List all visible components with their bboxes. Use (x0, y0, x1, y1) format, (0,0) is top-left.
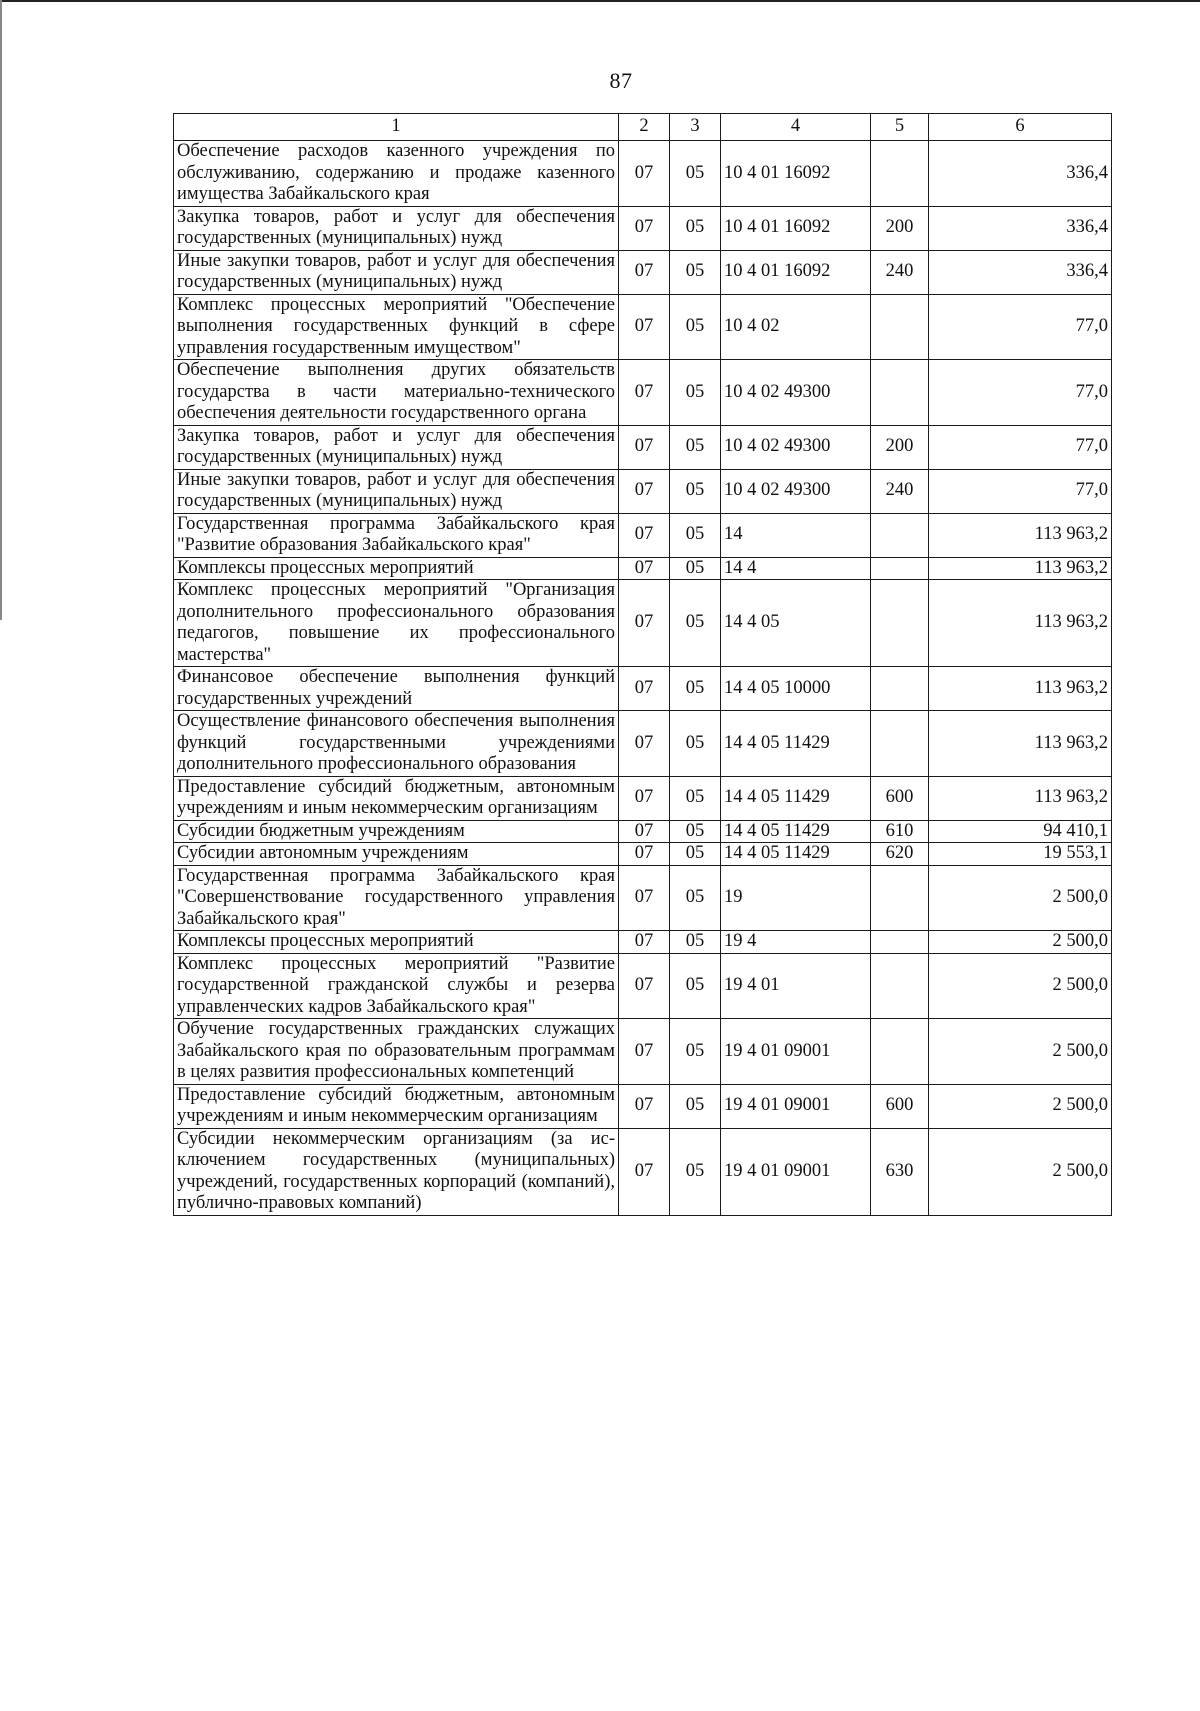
row-name-cell: Субсидии автономным учреждениям (174, 843, 619, 866)
header-col-2: 2 (619, 114, 670, 141)
table-row (174, 250, 1112, 294)
expense-type-code-cell (871, 711, 929, 777)
amount-cell: 2 500,0 (929, 953, 1112, 1019)
amount-cell: 336,4 (929, 141, 1112, 207)
expense-type-code-cell: 240 (871, 469, 929, 513)
section-code-cell: 07 (619, 360, 670, 426)
expense-type-code-cell: 600 (871, 776, 929, 820)
target-article-code-cell: 19 4 01 09001 (721, 1019, 871, 1085)
expense-type-code-cell (871, 294, 929, 360)
target-article-code-cell: 14 4 05 (721, 580, 871, 667)
amount-cell: 336,4 (929, 250, 1112, 294)
subsection-code-cell: 05 (670, 141, 721, 207)
target-article-code-cell: 10 4 02 (721, 294, 871, 360)
subsection-code-cell: 05 (670, 1084, 721, 1128)
table-row (174, 294, 1112, 360)
table-row (174, 557, 1112, 580)
subsection-code-cell: 05 (670, 667, 721, 711)
section-code-cell: 07 (619, 1128, 670, 1215)
row-name-cell: Иные закупки товаров, работ и услуг для обеспечения государственных (муниципальных) нужд (174, 469, 619, 513)
target-article-code-cell: 19 4 01 09001 (721, 1084, 871, 1128)
table-row (174, 425, 1112, 469)
row-name-cell: Финансовое обеспечение выполнения функций государственных учреждений (174, 667, 619, 711)
expense-type-code-cell: 240 (871, 250, 929, 294)
target-article-code-cell: 10 4 01 16092 (721, 206, 871, 250)
subsection-code-cell: 05 (670, 513, 721, 557)
amount-cell: 77,0 (929, 469, 1112, 513)
expense-type-code-cell (871, 1019, 929, 1085)
subsection-code-cell: 05 (670, 1128, 721, 1215)
subsection-code-cell: 05 (670, 425, 721, 469)
row-name-cell: Комплекс процессных мероприятий "Развитие государственной гражданской службы и резерва управленческих кадров Забайкальского края" (174, 953, 619, 1019)
expense-type-code-cell (871, 667, 929, 711)
expense-type-code-cell (871, 953, 929, 1019)
row-name-cell: Обучение государственных гражданских служащих Забайкальского края по образовательным программам в целях развития профессиональных компетенций (174, 1019, 619, 1085)
amount-cell: 77,0 (929, 294, 1112, 360)
row-name-cell: Предоставление субсидий бюджетным, автономным учреждениям и иным некоммерческим организациям (174, 776, 619, 820)
row-name-cell: Субсидии бюджетным учреждениям (174, 820, 619, 843)
row-name-cell: Субсидии некоммерческим организациям (за исключением государственных (муниципальных) учреждений, государственных корпораций (компаний), публично-правовых компаний) (174, 1128, 619, 1215)
section-code-cell: 07 (619, 425, 670, 469)
row-name-cell: Обеспечение выполнения других обязательств государства в части материально-технического обеспечения деятельности государственного органа (174, 360, 619, 426)
target-article-code-cell: 19 (721, 865, 871, 931)
amount-cell: 2 500,0 (929, 931, 1112, 954)
amount-cell: 77,0 (929, 425, 1112, 469)
subsection-code-cell: 05 (670, 776, 721, 820)
target-article-code-cell: 10 4 01 16092 (721, 141, 871, 207)
header-col-6: 6 (929, 114, 1112, 141)
expense-type-code-cell (871, 557, 929, 580)
table-row (174, 953, 1112, 1019)
subsection-code-cell: 05 (670, 931, 721, 954)
table-row (174, 820, 1112, 843)
section-code-cell: 07 (619, 469, 670, 513)
row-name-cell: Государственная программа Забайкальского края "Развитие образования Забайкальского края" (174, 513, 619, 557)
row-name-cell: Комплекс процессных мероприятий "Организация дополнительного профессионального образования педагогов, повышение их профессионального мастерства" (174, 580, 619, 667)
subsection-code-cell: 05 (670, 360, 721, 426)
table-row (174, 1128, 1112, 1215)
row-name-cell: Государственная программа Забайкальского края "Совершенствование государственного управления Забайкальского края" (174, 865, 619, 931)
section-code-cell: 07 (619, 931, 670, 954)
table-row (174, 667, 1112, 711)
table-row (174, 776, 1112, 820)
section-code-cell: 07 (619, 250, 670, 294)
target-article-code-cell: 14 (721, 513, 871, 557)
budget-table (173, 113, 1112, 1216)
subsection-code-cell: 05 (670, 865, 721, 931)
expense-type-code-cell: 620 (871, 843, 929, 866)
table-row (174, 580, 1112, 667)
amount-cell: 113 963,2 (929, 580, 1112, 667)
section-code-cell: 07 (619, 206, 670, 250)
table-row (174, 513, 1112, 557)
amount-cell: 77,0 (929, 360, 1112, 426)
section-code-cell: 07 (619, 711, 670, 777)
row-name-cell: Предоставление субсидий бюджетным, автономным учреждениям и иным некоммерческим организациям (174, 1084, 619, 1128)
section-code-cell: 07 (619, 776, 670, 820)
target-article-code-cell: 19 4 01 (721, 953, 871, 1019)
subsection-code-cell: 05 (670, 250, 721, 294)
table-body (174, 141, 1112, 1216)
table-row (174, 711, 1112, 777)
subsection-code-cell: 05 (670, 294, 721, 360)
target-article-code-cell: 14 4 05 11429 (721, 820, 871, 843)
header-col-4: 4 (721, 114, 871, 141)
section-code-cell: 07 (619, 667, 670, 711)
table-row (174, 469, 1112, 513)
header-col-5: 5 (871, 114, 929, 141)
target-article-code-cell: 14 4 (721, 557, 871, 580)
table-row (174, 206, 1112, 250)
expense-type-code-cell (871, 141, 929, 207)
section-code-cell: 07 (619, 557, 670, 580)
subsection-code-cell: 05 (670, 843, 721, 866)
table-row (174, 931, 1112, 954)
table-row (174, 843, 1112, 866)
amount-cell: 2 500,0 (929, 1128, 1112, 1215)
expense-type-code-cell: 600 (871, 1084, 929, 1128)
subsection-code-cell: 05 (670, 711, 721, 777)
header-col-1: 1 (174, 114, 619, 141)
expense-type-code-cell: 200 (871, 425, 929, 469)
amount-cell: 113 963,2 (929, 557, 1112, 580)
table-row (174, 141, 1112, 207)
expense-type-code-cell (871, 865, 929, 931)
target-article-code-cell: 14 4 05 11429 (721, 711, 871, 777)
expense-type-code-cell: 630 (871, 1128, 929, 1215)
table-row (174, 1019, 1112, 1085)
target-article-code-cell: 19 4 01 09001 (721, 1128, 871, 1215)
amount-cell: 19 553,1 (929, 843, 1112, 866)
target-article-code-cell: 14 4 05 11429 (721, 843, 871, 866)
amount-cell: 2 500,0 (929, 865, 1112, 931)
section-code-cell: 07 (619, 294, 670, 360)
expense-type-code-cell (871, 931, 929, 954)
amount-cell: 94 410,1 (929, 820, 1112, 843)
expense-type-code-cell (871, 580, 929, 667)
expense-type-code-cell: 200 (871, 206, 929, 250)
expense-type-code-cell (871, 360, 929, 426)
section-code-cell: 07 (619, 580, 670, 667)
section-code-cell: 07 (619, 820, 670, 843)
section-code-cell: 07 (619, 1084, 670, 1128)
page-top-border (0, 0, 1200, 2)
table-row (174, 360, 1112, 426)
row-name-cell: Комплексы процессных мероприятий (174, 931, 619, 954)
section-code-cell: 07 (619, 953, 670, 1019)
amount-cell: 113 963,2 (929, 711, 1112, 777)
amount-cell: 2 500,0 (929, 1084, 1112, 1128)
row-name-cell: Комплексы процессных мероприятий (174, 557, 619, 580)
amount-cell: 336,4 (929, 206, 1112, 250)
section-code-cell: 07 (619, 513, 670, 557)
subsection-code-cell: 05 (670, 206, 721, 250)
expense-type-code-cell (871, 513, 929, 557)
row-name-cell: Закупка товаров, работ и услуг для обеспечения государственных (муниципальных) нужд (174, 425, 619, 469)
page-number: 87 (609, 68, 633, 93)
target-article-code-cell: 10 4 02 49300 (721, 425, 871, 469)
section-code-cell: 07 (619, 1019, 670, 1085)
target-article-code-cell: 19 4 (721, 931, 871, 954)
section-code-cell: 07 (619, 865, 670, 931)
row-name-cell: Обеспечение расходов казенного учреждения по обслуживанию, содержанию и продаже казенного имущества Забайкальского края (174, 141, 619, 207)
amount-cell: 113 963,2 (929, 667, 1112, 711)
header-row (174, 114, 1112, 141)
table-row (174, 865, 1112, 931)
row-name-cell: Комплекс процессных мероприятий "Обеспечение выполнения государственных функций в сфере управления государственным имуществом" (174, 294, 619, 360)
amount-cell: 2 500,0 (929, 1019, 1112, 1085)
section-code-cell: 07 (619, 843, 670, 866)
subsection-code-cell: 05 (670, 1019, 721, 1085)
target-article-code-cell: 14 4 05 10000 (721, 667, 871, 711)
amount-cell: 113 963,2 (929, 513, 1112, 557)
subsection-code-cell: 05 (670, 469, 721, 513)
target-article-code-cell: 10 4 02 49300 (721, 469, 871, 513)
table-row (174, 1084, 1112, 1128)
row-name-cell: Закупка товаров, работ и услуг для обеспечения государственных (муниципальных) нужд (174, 206, 619, 250)
header-col-3: 3 (670, 114, 721, 141)
subsection-code-cell: 05 (670, 820, 721, 843)
section-code-cell: 07 (619, 141, 670, 207)
table-header (174, 114, 1112, 141)
target-article-code-cell: 14 4 05 11429 (721, 776, 871, 820)
target-article-code-cell: 10 4 02 49300 (721, 360, 871, 426)
row-name-cell: Иные закупки товаров, работ и услуг для обеспечения государственных (муниципальных) нужд (174, 250, 619, 294)
row-name-cell: Осуществление финансового обеспечения выполнения функций государственными учреждениями дополнительного профессионального образования (174, 711, 619, 777)
amount-cell: 113 963,2 (929, 776, 1112, 820)
subsection-code-cell: 05 (670, 580, 721, 667)
subsection-code-cell: 05 (670, 557, 721, 580)
subsection-code-cell: 05 (670, 953, 721, 1019)
expense-type-code-cell: 610 (871, 820, 929, 843)
target-article-code-cell: 10 4 01 16092 (721, 250, 871, 294)
